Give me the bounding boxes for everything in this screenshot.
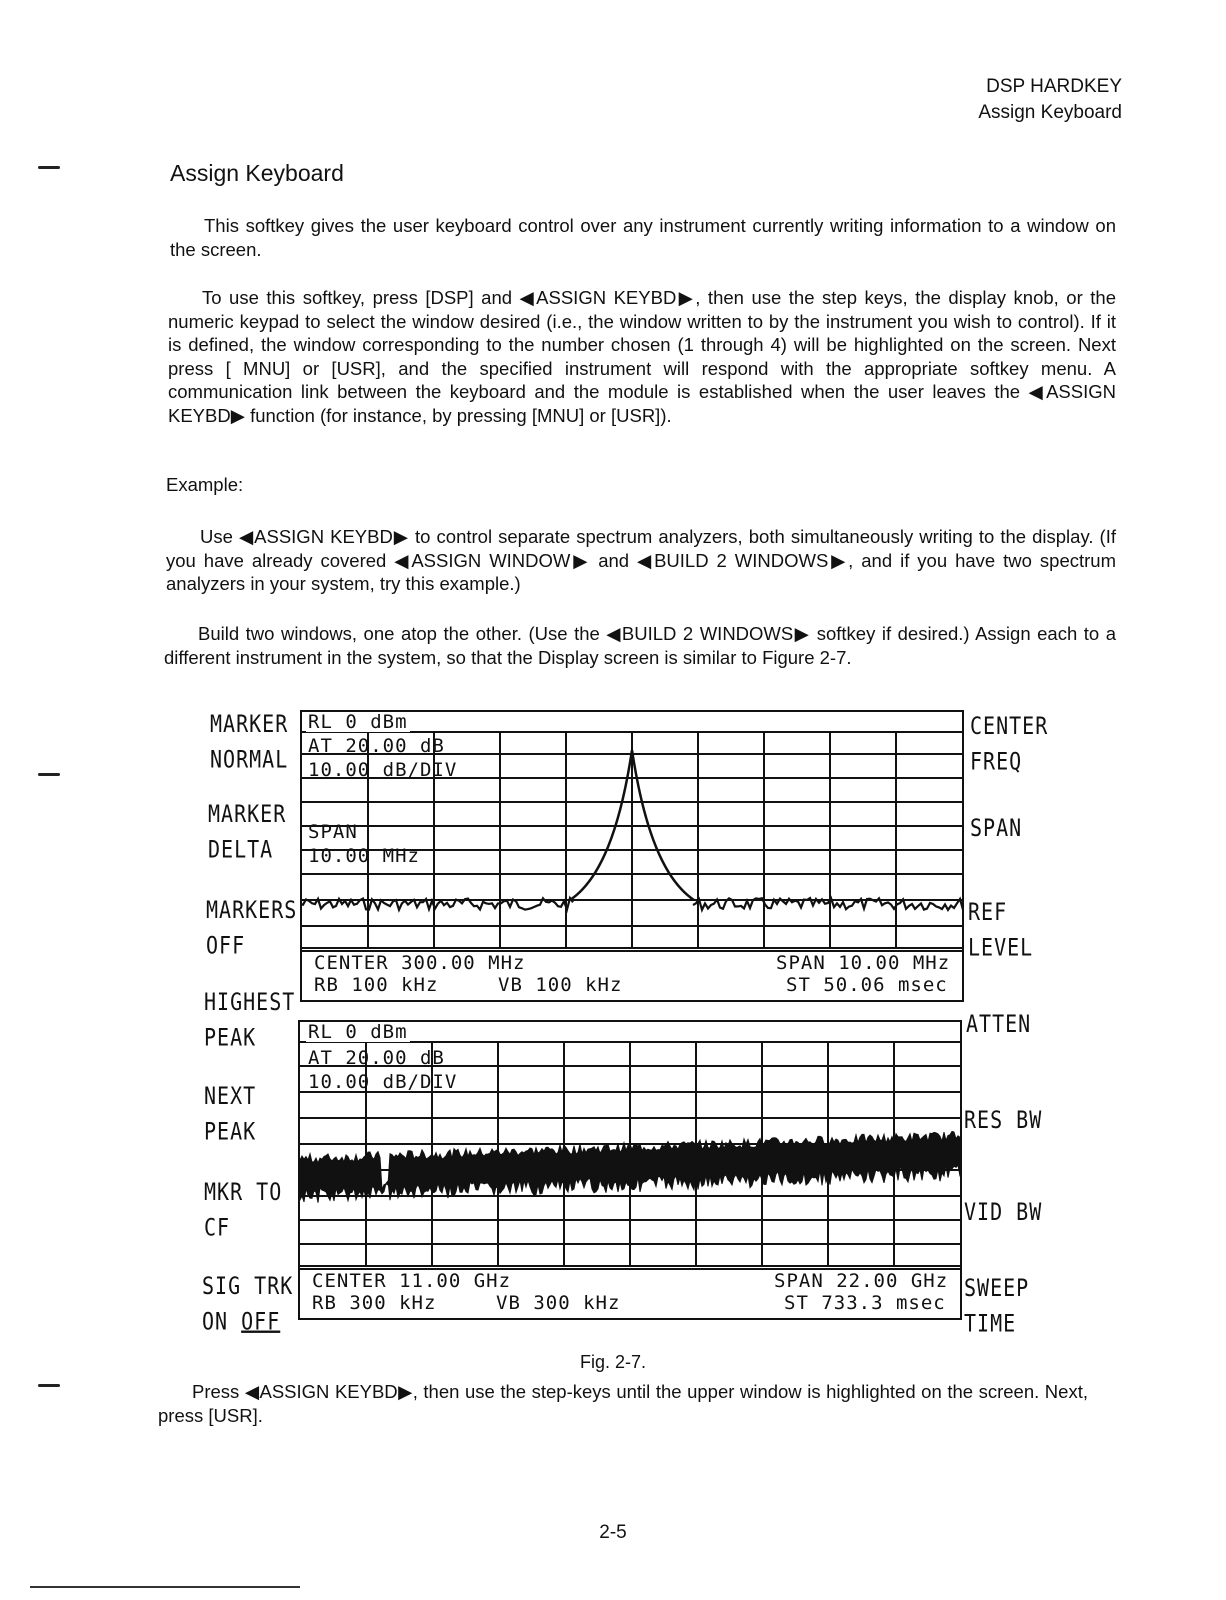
softkey-label: LEVEL (968, 932, 1034, 962)
softkey-label: FREQ (970, 746, 1023, 776)
softkey-label: MARKER (210, 709, 289, 738)
softkey-label: VID BW (964, 1197, 1043, 1226)
softkey-highest-peak (204, 984, 295, 1055)
example-label: Example: (166, 474, 244, 495)
softkey-span (970, 810, 1022, 845)
paragraph-example-text: Use ◀ASSIGN KEYBD▶ to control separate spectrum analyzers, both simultaneously writing to the display. (If you have already covered ◀ASSIGN WINDOW▶ and ◀BUILD 2 WINDOWS▶, and if you have two spectrum analyzers in your system, try this example.) (166, 526, 1116, 594)
upper-ref-level: RL 0 dBm (308, 711, 408, 733)
softkey-label: SPAN (970, 813, 1023, 842)
paragraph-intro (170, 214, 1116, 261)
softkey-marker-delta (208, 796, 286, 867)
lower-window[interactable] (298, 1020, 962, 1320)
softkey-mkr-to-cf (204, 1174, 282, 1245)
softkey-atten (966, 1006, 1031, 1041)
paragraph-example (166, 525, 1116, 596)
upper-scale: 10.00 dB/DIV (308, 759, 458, 781)
softkey-sig-trk (202, 1268, 293, 1339)
lower-center-freq: CENTER 11.00 GHz (312, 1270, 512, 1292)
softkey-label-off-selected: OFF (241, 1306, 281, 1336)
paragraph-usage-text: To use this softkey, press [DSP] and ◀ASSIGN KEYBD▶, then use the step keys, the display knob, or the numeric keypad to select the window desired (i.e., the window written to by the instrument you wish to control). If it is defined, the window corresponding to the number chosen (1 through 4) will be highlighted on the screen. Next press [ MNU] or [USR], and the specified instrument will respond with the appropriate softkey menu. A communication link between the keyboard and the module is established when the user leaves the ◀ASSIGN KEYBD▶ function (for instance, by pressing [MNU] or [USR]). (168, 287, 1116, 426)
softkey-center-freq (970, 708, 1048, 779)
lower-scale: 10.00 dB/DIV (308, 1071, 458, 1093)
softkey-label: RES BW (964, 1105, 1043, 1134)
page-number: 2-5 (599, 1522, 627, 1543)
softkey-label: ATTEN (966, 1009, 1032, 1038)
softkey-next-peak (204, 1078, 256, 1149)
softkey-label: REF (968, 897, 1008, 926)
paragraph-build-text: Build two windows, one atop the other. (Use the ◀BUILD 2 WINDOWS▶ softkey if desired.) Assign each to a different instrument in the system, so that the Display screen is similar to Figure 2-7. (164, 623, 1116, 668)
softkey-label: SIG TRK (202, 1271, 294, 1300)
lower-vbw: VB 300 kHz (496, 1292, 621, 1314)
figure-display-screen (200, 709, 1080, 1362)
margin-mark (38, 166, 60, 169)
softkey-label: OFF (206, 930, 246, 960)
upper-noise-trace (300, 898, 963, 910)
running-header-line1: DSP HARDKEY (986, 76, 1122, 97)
lower-status-bar (298, 1268, 962, 1320)
softkey-label: NORMAL (210, 744, 289, 774)
softkey-label: MARKERS (206, 895, 298, 924)
upper-span: SPAN 10.00 MHz (776, 952, 951, 974)
lower-span: SPAN 22.00 GHz (774, 1270, 949, 1292)
softkey-label: NEXT (204, 1081, 257, 1110)
upper-span-label: SPAN (308, 821, 358, 843)
softkey-label: HIGHEST (204, 987, 296, 1016)
softkey-label: SWEEP (964, 1273, 1030, 1302)
margin-mark (38, 1384, 60, 1387)
softkey-label: CENTER (970, 711, 1049, 740)
lower-rbw: RB 300 kHz (312, 1292, 437, 1314)
margin-mark (38, 773, 60, 776)
lower-ref-level: RL 0 dBm (308, 1021, 408, 1043)
lower-noise-band (298, 1132, 962, 1203)
softkey-label: CF (204, 1212, 231, 1242)
paragraph-usage (168, 286, 1116, 427)
softkey-res-bw (964, 1102, 1042, 1137)
upper-status-bar (300, 950, 964, 1002)
softkey-sweep-time (964, 1270, 1029, 1341)
softkey-vid-bw (964, 1194, 1042, 1229)
upper-window[interactable] (300, 710, 964, 998)
section-title: Assign Keyboard (170, 160, 344, 186)
softkey-label: DELTA (208, 834, 274, 864)
paragraph-intro-text: This softkey gives the user keyboard control over any instrument currently writing information to a window on the screen. (170, 215, 1116, 260)
softkey-label: MKR TO (204, 1177, 283, 1206)
paragraph-instruction (158, 1380, 1088, 1427)
softkey-ref-level (968, 894, 1033, 965)
lower-broadband-trace (298, 1130, 962, 1240)
softkey-markers-off (206, 892, 297, 963)
lower-sweep-time: ST 733.3 msec (784, 1292, 946, 1314)
softkey-label: PEAK (204, 1022, 257, 1052)
upper-center-freq: CENTER 300.00 MHz (314, 952, 526, 974)
running-header (978, 74, 1122, 126)
paragraph-build (164, 622, 1116, 669)
upper-rbw: RB 100 kHz (314, 974, 439, 996)
softkey-marker-normal (210, 706, 288, 777)
softkey-label-on: ON (202, 1306, 242, 1336)
softkey-label: PEAK (204, 1116, 257, 1146)
softkey-label: MARKER (208, 799, 287, 828)
figure-caption: Fig. 2-7. (579, 1352, 647, 1372)
lower-atten: AT 20.00 dB (308, 1047, 445, 1069)
page-edge-rule (30, 1586, 300, 1588)
upper-span-value: 10.00 MHz (308, 845, 420, 867)
softkey-label: TIME (964, 1308, 1017, 1338)
running-header-line2: Assign Keyboard (978, 102, 1122, 123)
paragraph-instruction-text: Press ◀ASSIGN KEYBD▶, then use the step-keys until the upper window is highlighted on the screen. Next, press [USR]. (158, 1381, 1088, 1426)
upper-atten: AT 20.00 dB (308, 735, 445, 757)
upper-sweep-time: ST 50.06 msec (786, 974, 948, 996)
upper-vbw: VB 100 kHz (498, 974, 623, 996)
softkey-label (202, 1303, 293, 1338)
upper-noise-floor (300, 890, 964, 918)
